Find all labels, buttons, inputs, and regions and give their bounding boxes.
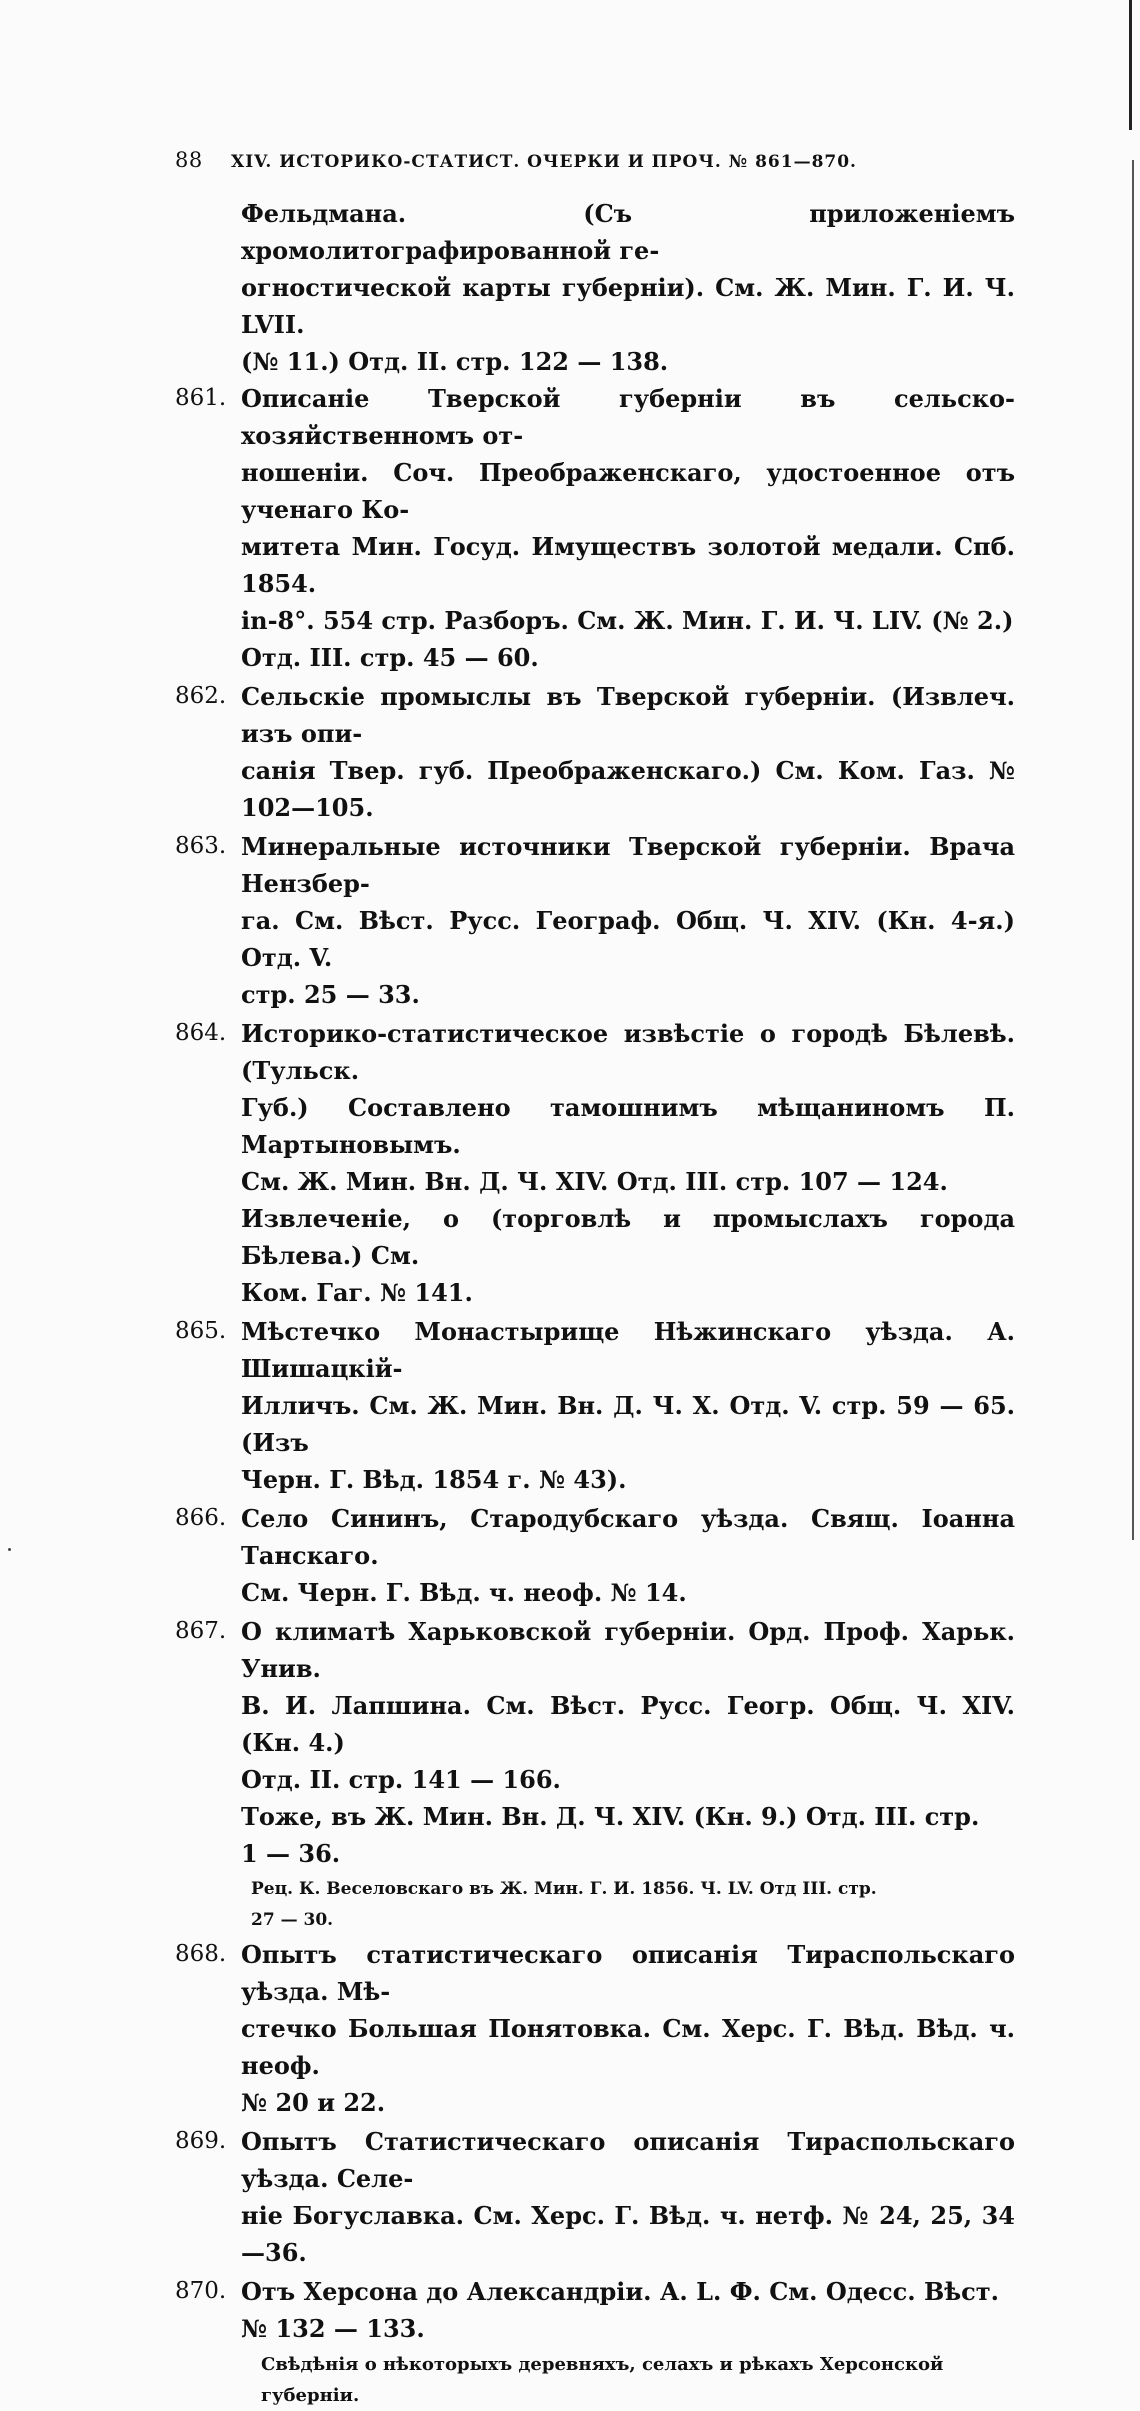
entry-text: [241, 1613, 1015, 1872]
text-line: in-8°. 554 стр. Разборъ. См. Ж. Мин. Г. И. Ч. LIV. (№ 2.): [241, 606, 1014, 635]
text-line: Свѣдѣнія о нѣкоторыхъ деревняхъ, селахъ и рѣкахъ Херсонской: [261, 2354, 944, 2375]
text-line: Отд. III. стр. 45 — 60.: [241, 643, 539, 672]
text-line: стечко Большая Понятовка. См. Херс. Г. Вѣд. Вѣд. ч. неоф.: [241, 2014, 1015, 2080]
scan-edge-line: [1129, 0, 1132, 130]
entry-text: [241, 380, 1015, 676]
text-line: Село Сининъ, Стародубскаго уѣзда. Свящ. Іоанна Танскаго.: [241, 1504, 1015, 1570]
continued-entry: [241, 195, 1015, 380]
entry-867: [175, 1613, 1015, 1872]
entry-number: 868.: [175, 1941, 227, 1967]
entry-number: 867.: [175, 1618, 227, 1644]
text-line: См. Ж. Мин. Вн. Д. Ч. XIV. Отд. III. стр. 107 — 124.: [241, 1167, 948, 1196]
text-line: 1 — 36.: [241, 1839, 341, 1868]
text-line: Опытъ Статистическаго описанія Тираспольскаго уѣзда. Селе-: [241, 2127, 1015, 2193]
text-line: Сельскіе промыслы въ Тверской губерніи. (Извлеч. изъ опи-: [241, 682, 1015, 748]
running-header: [175, 148, 935, 172]
running-title: XIV. ИСТОРИКО-СТАТИСТ. ОЧЕРКИ И ПРОЧ. № 861—870.: [231, 152, 857, 172]
text-line: Черн. Г. Вѣд. 1854 г. № 43).: [241, 1465, 627, 1494]
text-line: огностической карты губерніи). См. Ж. Мин. Г. И. Ч. LVII.: [241, 273, 1015, 339]
entry-866: [175, 1500, 1015, 1611]
text-line: Отъ Херсона до Александріи. А. L. Ф. См. Одесс. Вѣст.: [241, 2277, 999, 2306]
text-line: 27 — 30.: [251, 1910, 334, 1930]
entry-865: [175, 1313, 1015, 1498]
text-line: № 20 и 22.: [241, 2088, 386, 2117]
text-line: Фельдмана. (Съ приложеніемъ хромолитографированной ге-: [241, 199, 1015, 265]
text-line: Отд. II. стр. 141 — 166.: [241, 1765, 561, 1794]
entry-text: [241, 2123, 1015, 2271]
text-line: В. И. Лапшина. См. Вѣст. Русс. Геогр. Общ. Ч. XIV. (Кн. 4.): [241, 1691, 1015, 1757]
entry-text: [241, 1936, 1015, 2121]
text-line: ношеніи. Соч. Преображенскаго, удостоенное отъ ученаго Ко-: [241, 458, 1015, 524]
review-note: [251, 1874, 1015, 1936]
text-line: О климатѣ Харьковской губерніи. Орд. Проф. Харьк. Унив.: [241, 1617, 1015, 1683]
entry-863: [175, 828, 1015, 1013]
text-line: См. Черн. Г. Вѣд. ч. неоф. № 14.: [241, 1578, 687, 1607]
entry-number: 861.: [175, 385, 227, 411]
page-number: 88: [175, 148, 203, 172]
bibliography-list: [175, 195, 1015, 2411]
text-line: Мѣстечко Монастырище Нѣжинскаго уѣзда. А. Шишацкій-: [241, 1317, 1015, 1383]
entry-number: 863.: [175, 833, 227, 859]
entry-text: [241, 678, 1015, 826]
entry-text: [241, 2273, 1015, 2347]
text-line: № 132 — 133.: [241, 2314, 425, 2343]
entry-text: [241, 828, 1015, 1013]
entry-number: 869.: [175, 2128, 227, 2154]
text-line: стр. 25 — 33.: [241, 980, 420, 1009]
entry-number: 870.: [175, 2278, 227, 2304]
entry-number: 864.: [175, 1020, 227, 1046]
text-line: (№ 11.) Отд. II. стр. 122 — 138.: [241, 347, 669, 376]
text-line: Историко-статистическое извѣстіе о городѣ Бѣлевѣ. (Тульск.: [241, 1019, 1015, 1085]
scan-speck: [8, 1548, 11, 1551]
text-line: Губ.) Составлено тамошнимъ мѣщаниномъ П. Мартыновымъ.: [241, 1093, 1015, 1159]
text-line: ніе Богуславка. См. Херс. Г. Вѣд. ч. нетф. № 24, 25, 34—36.: [241, 2201, 1015, 2267]
text-line: Извлеченіе, о (торговлѣ и промыслахъ города Бѣлева.) См.: [241, 1204, 1015, 1270]
text-line: губерніи.: [261, 2385, 360, 2406]
text-line: Илличъ. См. Ж. Мин. Вн. Д. Ч. X. Отд. V. стр. 59 — 65. (Изъ: [241, 1391, 1015, 1457]
entry-868: [175, 1936, 1015, 2121]
entry-861: [175, 380, 1015, 676]
text-line: митета Мин. Госуд. Имуществъ золотой медали. Спб. 1854.: [241, 532, 1015, 598]
text-line: Описаніе Тверской губерніи въ сельско-хозяйственномъ от-: [241, 384, 1015, 450]
entry-text: [241, 1500, 1015, 1611]
scan-edge-line: [1132, 160, 1134, 1540]
entry-text: [241, 1015, 1015, 1311]
entry-number: 866.: [175, 1505, 227, 1531]
entry-text: [241, 1313, 1015, 1498]
entry-869: [175, 2123, 1015, 2271]
entry-864: [175, 1015, 1015, 1311]
entry-number: 865.: [175, 1318, 227, 1344]
text-line: санія Твер. губ. Преображенскаго.) См. Ком. Газ. № 102—105.: [241, 756, 1015, 822]
text-line: Минеральные источники Тверской губерніи. Врача Нензбер-: [241, 832, 1015, 898]
text-line: Тоже, въ Ж. Мин. Вн. Д. Ч. XIV. (Кн. 9.) Отд. III. стр.: [241, 1802, 980, 1831]
entry-870: [175, 2273, 1015, 2347]
text-line: га. См. Вѣст. Русс. Географ. Общ. Ч. XIV. (Кн. 4-я.) Отд. V.: [241, 906, 1015, 972]
entry-number: 862.: [175, 683, 227, 709]
text-line: Опытъ статистическаго описанія Тираспольскаго уѣзда. Мѣ-: [241, 1940, 1015, 2006]
text-line: Ком. Гаг. № 141.: [241, 1278, 473, 1307]
entry-note: [261, 2349, 1015, 2411]
entry-862: [175, 678, 1015, 826]
text-line: Рец. К. Веселовскаго въ Ж. Мин. Г. И. 1856. Ч. LV. Отд III. стр.: [251, 1879, 877, 1899]
